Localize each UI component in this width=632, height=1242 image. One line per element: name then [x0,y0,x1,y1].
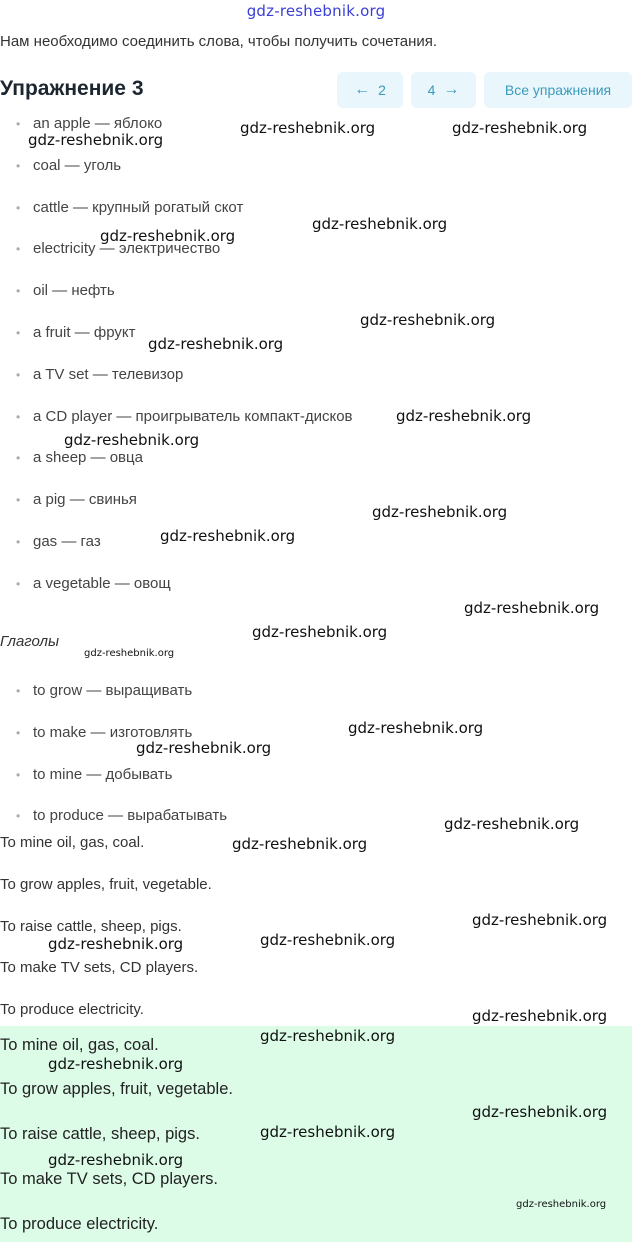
exercise-nav [337,72,632,108]
list-item: • to mine — добывать [16,765,173,783]
watermark: gdz-reshebnik.org [312,215,448,233]
verbs-heading: Глаголы [0,633,60,650]
list-item: • oil — нефть [16,282,115,300]
watermark: gdz-reshebnik.org [148,335,284,353]
prev-exercise-label: 2 [378,82,386,98]
list-item: • to make — изготовлять [16,723,193,741]
arrow-right-icon: → [443,81,460,98]
bullet-icon: • [16,242,21,257]
watermark: gdz-reshebnik.org [396,407,532,425]
site-header-link[interactable]: gdz-reshebnik.org [246,2,386,20]
watermark: gdz-reshebnik.org [232,835,368,853]
list-item: • a pig — свинья [16,491,137,509]
watermark: gdz-reshebnik.org [48,935,184,953]
watermark: gdz-reshebnik.org [464,599,600,617]
watermark: gdz-reshebnik.org [260,931,396,949]
verbs-list [16,682,227,849]
bullet-icon: • [16,158,21,173]
bullet-icon: • [16,284,21,299]
watermark: gdz-reshebnik.org [84,648,175,659]
watermark: gdz-reshebnik.org [452,119,588,137]
watermark: gdz-reshebnik.org [136,739,272,757]
bullet-icon: • [16,576,21,591]
watermark: gdz-reshebnik.org [472,1103,608,1121]
answer-highlight-line: To grow apples, fruit, vegetable. [0,1080,233,1098]
watermark: gdz-reshebnik.org [360,311,496,329]
watermark: gdz-reshebnik.org [240,119,376,137]
watermark: gdz-reshebnik.org [252,623,388,641]
list-item: • cattle — крупный рогатый скот [16,198,244,216]
bullet-icon: • [16,725,21,740]
watermark: gdz-reshebnik.org [372,503,508,521]
all-exercises-label: Все упражнения [504,82,612,98]
answer-line: To produce electricity. [0,1001,144,1019]
exercise-title: Упражнение 3 [0,77,144,100]
watermark: gdz-reshebnik.org [160,527,296,545]
next-exercise-button[interactable] [411,72,476,108]
bullet-icon: • [16,325,21,340]
intro-text: Нам необходимо соединить слова, чтобы получить сочетания. [0,33,438,50]
bullet-icon: • [16,451,21,466]
list-item: • to grow — выращивать [16,682,193,699]
watermark: gdz-reshebnik.org [444,815,580,833]
list-item: • gas — газ [16,532,101,550]
watermark: gdz-reshebnik.org [260,1027,396,1045]
list-item: • a vegetable — овощ [16,574,171,592]
all-exercises-button[interactable] [484,72,632,108]
watermark: gdz-reshebnik.org [472,1007,608,1025]
bullet-icon: • [16,367,21,382]
answer-line: To mine oil, gas, coal. [0,834,145,851]
list-item: • a TV set — телевизор [16,365,184,383]
watermark: gdz-reshebnik.org [260,1123,396,1141]
answer-highlight-line: To raise cattle, sheep, pigs. [0,1125,200,1143]
list-item: • coal — уголь [16,156,122,174]
watermark: gdz-reshebnik.org [516,1199,607,1210]
bullet-icon: • [16,493,21,508]
watermark: gdz-reshebnik.org [348,719,484,737]
bullet-icon: • [16,117,21,131]
answer-highlight-line: To mine oil, gas, coal. [0,1036,159,1054]
answer-line: To grow apples, fruit, vegetable. [0,875,212,893]
answer-line: To raise cattle, sheep, pigs. [0,917,182,935]
bullet-icon: • [16,809,21,824]
bullet-icon: • [16,409,21,424]
answer-highlight-line: To produce electricity. [0,1215,159,1233]
bullet-icon: • [16,200,21,215]
bullet-icon: • [16,684,21,698]
watermark: gdz-reshebnik.org [48,1151,184,1169]
list-item: • a sheep — овца [16,449,143,467]
watermark: gdz-reshebnik.org [48,1055,184,1073]
watermark: gdz-reshebnik.org [472,911,608,929]
list-item: • electricity — электричество [16,240,221,258]
list-item: • a CD player — проигрыватель компакт-дисков [16,407,353,425]
prev-exercise-button[interactable] [337,72,403,108]
answer-highlight-line: To make TV sets, CD players. [0,1170,218,1188]
watermark: gdz-reshebnik.org [28,131,164,149]
arrow-left-icon: ← [354,81,371,98]
bullet-icon: • [16,534,21,549]
watermark: gdz-reshebnik.org [100,227,236,245]
list-item: • a fruit — фрукт [16,323,136,341]
watermark: gdz-reshebnik.org [64,431,200,449]
answer-line: To make TV sets, CD players. [0,959,199,977]
bullet-icon: • [16,767,21,782]
list-item: • an apple — яблоко [16,115,163,132]
list-item: • to produce — вырабатывать [16,807,228,825]
next-exercise-label: 4 [427,82,436,98]
